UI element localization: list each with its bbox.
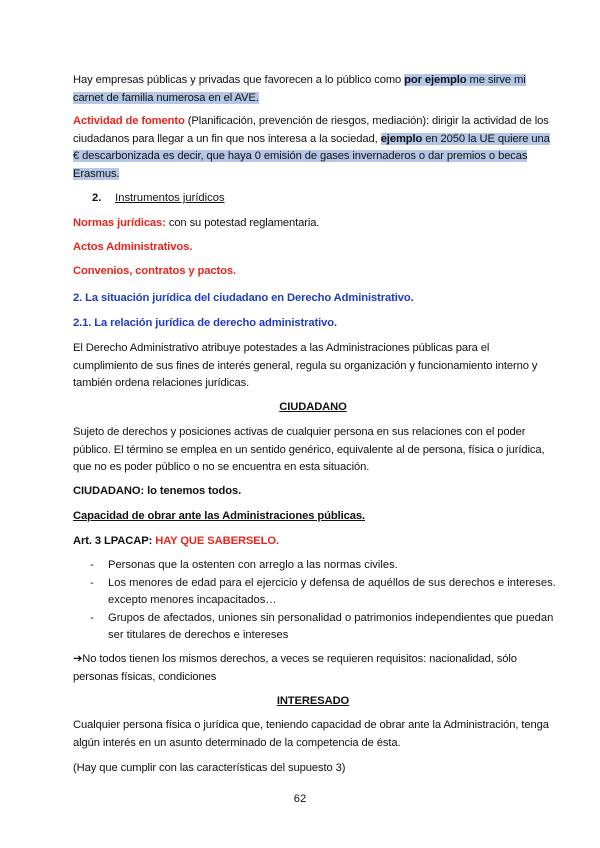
normas-text: con su potestad reglamentaria. <box>165 217 320 229</box>
actos-label: Actos Administrativos. <box>73 241 193 253</box>
paragraph-supuesto: (Hay que cumplir con las características del supuesto 3) <box>73 762 346 774</box>
paragraph-interesado: Cualquier persona física o jurídica que, teniendo capacidad de obrar ante la Administración, tenga algún interés en un asunto determinado de la competencia de ésta. <box>73 719 549 749</box>
paragraph-derecho-administrativo: El Derecho Administrativo atribuye potestades a las Administraciones públicas para el cumplimiento de sus fines de interés general, regula su organización y funcionamiento interno y también ordena relaciones jurídicas. <box>73 342 538 389</box>
arrow-right-icon: ➔ <box>73 653 83 665</box>
art-label: Art. 3 LPACAP: <box>73 535 156 547</box>
page-number: 62 <box>293 793 307 805</box>
convenios-label: Convenios, contratos y pactos. <box>73 265 236 277</box>
highlight-text: me sirve mi <box>466 74 526 86</box>
list-item: - Grupos de afectados, uniones sin personalidad o patrimonios independientes que puedan ser titulares de derechos e intereses <box>90 611 554 641</box>
heading-capacidad: Capacidad de obrar ante las Administraciones públicas. <box>73 510 365 522</box>
paragraph-empresas <box>73 72 553 107</box>
actos-line <box>73 239 553 257</box>
fomento-label: Actividad de fomento <box>73 115 185 127</box>
heading-situacion-juridica: 2. La situación jurídica del ciudadano en Derecho Administrativo. <box>73 292 414 304</box>
highlight-text-line2: carnet de familia numerosa en el AVE. <box>73 91 259 104</box>
list-item: - Los menores de edad para el ejercicio y defensa de aquéllos de sus derechos e intereses. excepto menores incapacitados… <box>90 576 556 606</box>
section-title: Instrumentos jurídicos <box>115 192 225 204</box>
section-instrumentos <box>92 190 225 208</box>
bullet-list <box>90 557 560 645</box>
paragraph-no-todos <box>73 651 553 686</box>
highlight-bold: por ejemplo <box>404 74 467 86</box>
highlight-bold: ejemplo <box>380 132 423 145</box>
list-item-text: Personas que la ostenten con arreglo a las normas civiles. <box>108 559 398 571</box>
art-warning: HAY QUE SABERSELO. <box>155 535 279 547</box>
heading-ciudadano: CIUDADANO <box>279 401 347 413</box>
fomento-text: (Planificación, prevención de riesgos, mediación): dirigir la actividad de los ciudadanos para llegar a un fin que nos interesa a la sociedad, <box>73 115 549 145</box>
list-item-text: Los menores de edad para el ejercicio y defensa de aquéllos de sus derechos e intereses. excepto menores incapacitados… <box>108 576 556 606</box>
list-item-text: Grupos de afectados, uniones sin personalidad o patrimonios independientes que puedan ser titulares de derechos e intereses <box>108 611 554 641</box>
no-todos-text: No todos tienen los mismos derechos, a veces se requieren requisitos: nacionalidad, sólo personas físicas, condiciones <box>73 653 517 683</box>
highlight-text: en 2050 la UE quiere una € descarbonizada es decir, que haya 0 emisión de gases invernaderos o dar premios o becas Erasmus. <box>73 132 550 180</box>
section-number: 2. <box>92 192 102 204</box>
art-line <box>73 533 553 551</box>
paragraph-sujeto: Sujeto de derechos y posiciones activas de cualquier persona en sus relaciones con el poder público. El término se emplea en un sentido genérico, equivalente al de persona, física o jurídica, que no es poder público o no se encuentra en esta situación. <box>73 426 545 473</box>
convenios-line <box>73 263 553 281</box>
heading-relacion-juridica: 2.1. La relación jurídica de derecho administrativo. <box>73 317 338 329</box>
paragraph-fomento <box>73 113 553 183</box>
normas-line <box>73 215 553 233</box>
heading-interesado: INTERESADO <box>276 695 350 707</box>
text: Hay empresas públicas y privadas que favorecen a lo público como <box>73 74 405 86</box>
ciudadano-note: CIUDADANO: lo tenemos todos. <box>73 485 242 497</box>
list-item: - Personas que la ostenten con arreglo a las normas civiles. <box>90 559 398 571</box>
normas-label: Normas jurídicas: <box>73 217 166 229</box>
